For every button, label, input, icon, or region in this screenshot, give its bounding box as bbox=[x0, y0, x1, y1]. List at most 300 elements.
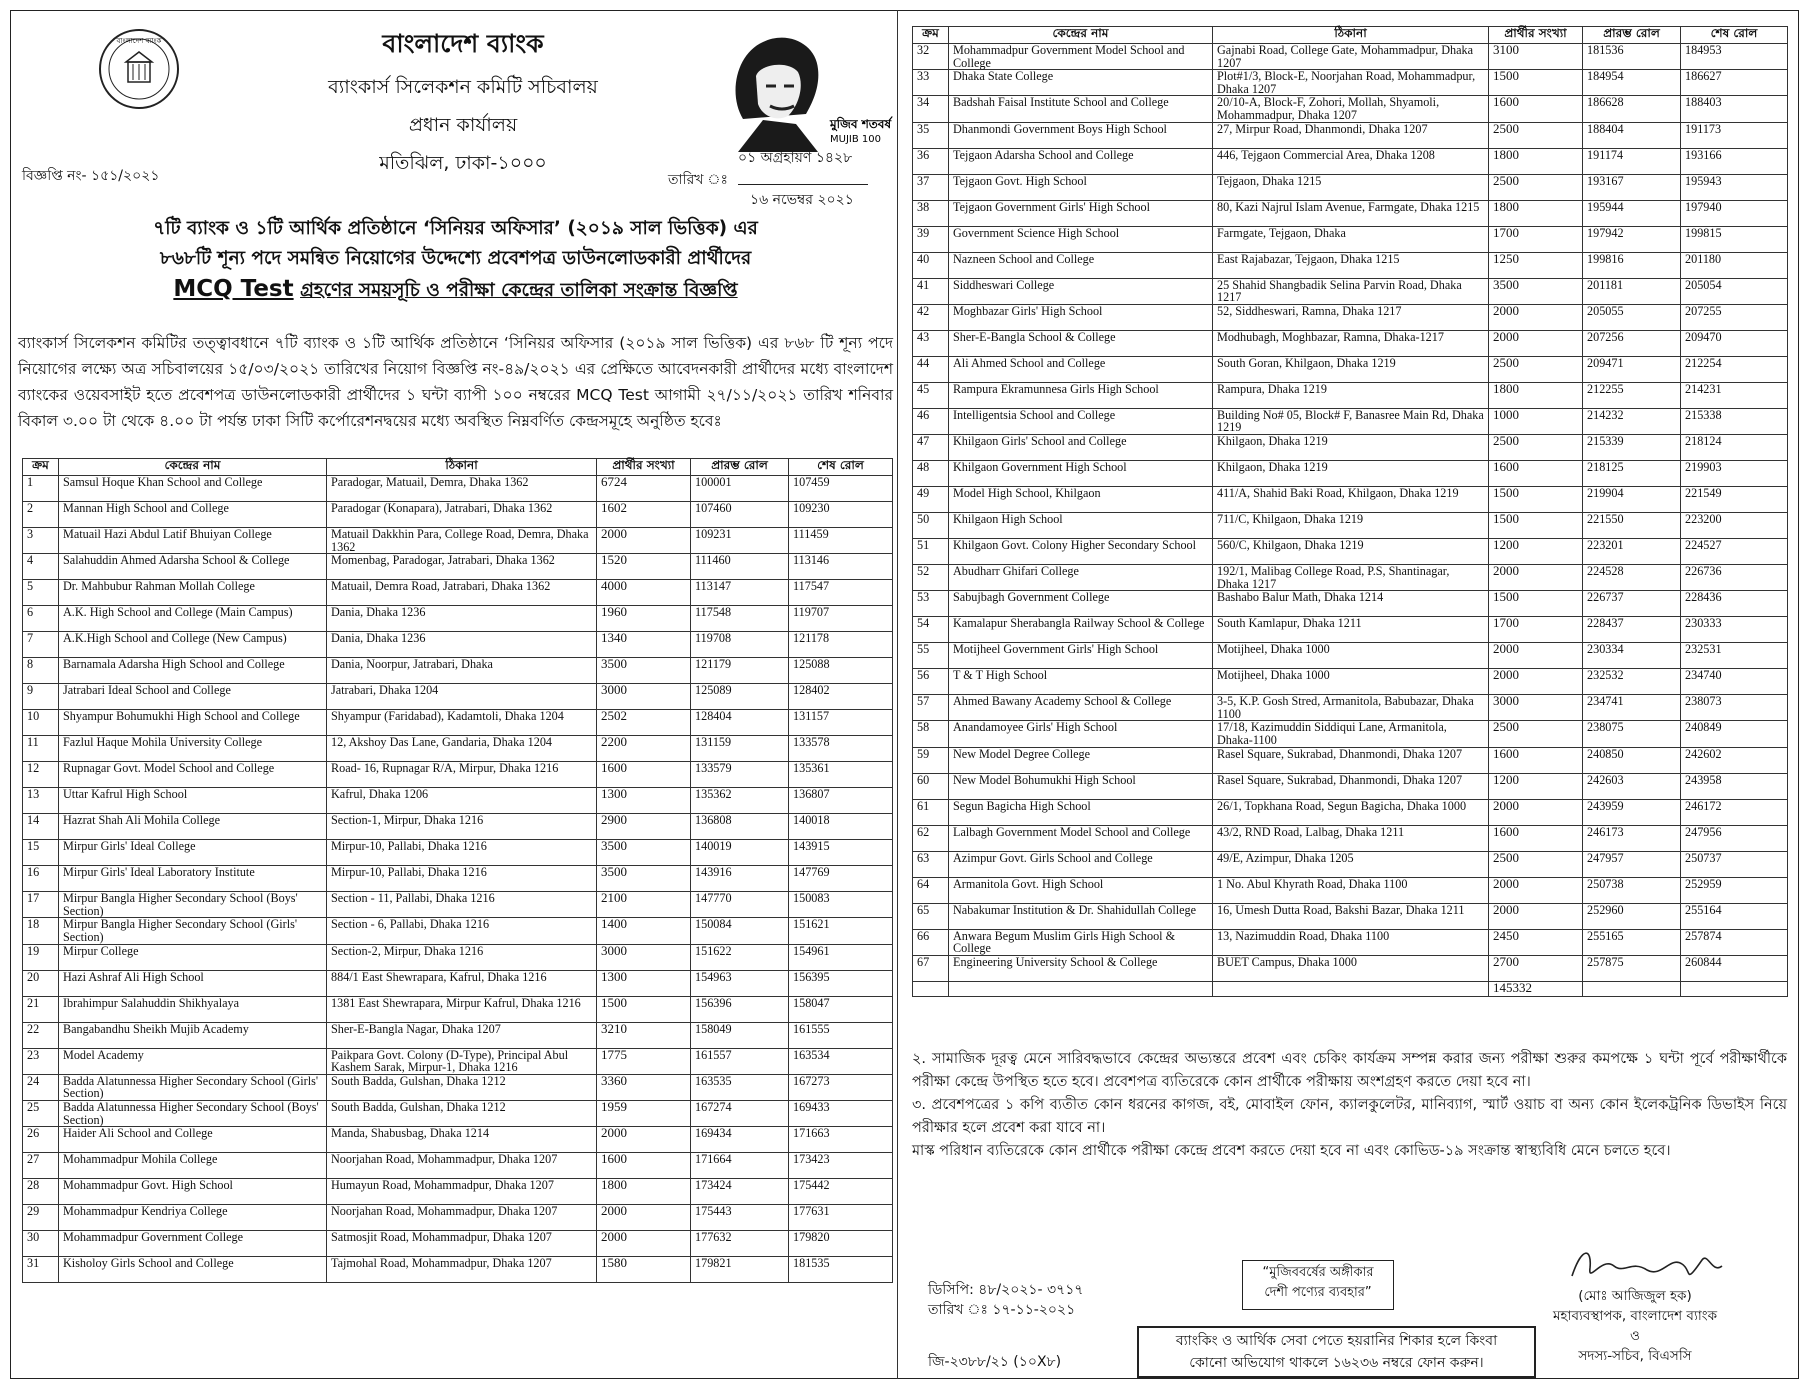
cell-end-roll: 205054 bbox=[1681, 278, 1788, 304]
cell-centre-name: A.K. High School and College (Main Campus) bbox=[59, 606, 327, 632]
cell-end-roll: 131157 bbox=[789, 710, 893, 736]
table-row bbox=[913, 669, 1788, 695]
cell-address: South Goran, Khilgaon, Dhaka 1219 bbox=[1213, 356, 1489, 382]
cell-centre-name: Mohammadpur Kendriya College bbox=[59, 1205, 327, 1231]
cell-serial: 27 bbox=[23, 1153, 59, 1179]
cell-serial: 33 bbox=[913, 70, 949, 96]
slogan-line-2: দেশী পণ্যের ব্যবহার” bbox=[1264, 1285, 1372, 1300]
cell-end-roll: 199815 bbox=[1681, 226, 1788, 252]
cell-start-roll: 197942 bbox=[1583, 226, 1681, 252]
table-row bbox=[23, 658, 893, 684]
cell-centre-name: Model Academy bbox=[59, 1048, 327, 1074]
empty-cell bbox=[1583, 981, 1681, 996]
column-header: প্রারম্ভ রোল bbox=[1583, 27, 1681, 44]
cell-candidate-count: 2000 bbox=[597, 528, 691, 554]
cell-address: 16, Umesh Dutta Road, Bakshi Bazar, Dhaka 1211 bbox=[1213, 903, 1489, 929]
cell-address: Sher-E-Bangla Nagar, Dhaka 1207 bbox=[327, 1022, 597, 1048]
cell-centre-name: Badshah Faisal Institute School and College bbox=[949, 96, 1213, 122]
cell-end-roll: 173423 bbox=[789, 1153, 893, 1179]
table-row bbox=[913, 929, 1788, 955]
secretariat-name: ব্যাংকার্স সিলেকশন কমিটি সচিবালয় bbox=[328, 76, 598, 98]
cell-centre-name: Azimpur Govt. Girls School and College bbox=[949, 851, 1213, 877]
cell-address: Section-2, Mirpur, Dhaka 1216 bbox=[327, 944, 597, 970]
cell-candidate-count: 2500 bbox=[1489, 174, 1583, 200]
table-row bbox=[913, 460, 1788, 486]
table-row bbox=[913, 200, 1788, 226]
cell-centre-name: Government Science High School bbox=[949, 226, 1213, 252]
cell-candidate-count: 3000 bbox=[1489, 695, 1583, 721]
title-mcq: MCQ Test bbox=[173, 276, 294, 302]
cell-candidate-count: 3500 bbox=[597, 840, 691, 866]
cell-end-roll: 181535 bbox=[789, 1257, 893, 1283]
title-line-3 bbox=[18, 274, 893, 306]
cell-start-roll: 171664 bbox=[691, 1153, 789, 1179]
cell-candidate-count: 1775 bbox=[597, 1048, 691, 1074]
cell-address: 49/E, Azimpur, Dhaka 1205 bbox=[1213, 851, 1489, 877]
cell-address: South Badda, Gulshan, Dhaka 1212 bbox=[327, 1074, 597, 1100]
cell-address: Road- 16, Rupnagar R/A, Mirpur, Dhaka 1216 bbox=[327, 762, 597, 788]
cell-centre-name: Model High School, Khilgaon bbox=[949, 486, 1213, 512]
cell-address: Shyampur (Faridabad), Kadamtoli, Dhaka 1204 bbox=[327, 710, 597, 736]
total-candidates: 145332 bbox=[1489, 981, 1583, 996]
cell-serial: 23 bbox=[23, 1048, 59, 1074]
table-row bbox=[913, 695, 1788, 721]
table-row bbox=[913, 591, 1788, 617]
column-header: ঠিকানা bbox=[327, 459, 597, 476]
table-row bbox=[913, 96, 1788, 122]
cell-end-roll: 156395 bbox=[789, 970, 893, 996]
cell-candidate-count: 2000 bbox=[1489, 304, 1583, 330]
cell-address: 52, Siddheswari, Ramna, Dhaka 1217 bbox=[1213, 304, 1489, 330]
cell-serial: 39 bbox=[913, 226, 949, 252]
cell-address: 1 No. Abul Khyrath Road, Dhaka 1100 bbox=[1213, 877, 1489, 903]
cell-end-roll: 150083 bbox=[789, 892, 893, 918]
cell-serial: 54 bbox=[913, 617, 949, 643]
cell-address: Satmosjit Road, Mohammadpur, Dhaka 1207 bbox=[327, 1231, 597, 1257]
table-row bbox=[913, 955, 1788, 981]
cell-address: Paradogar, Matuail, Demra, Dhaka 1362 bbox=[327, 476, 597, 502]
cell-start-roll: 156396 bbox=[691, 996, 789, 1022]
cell-centre-name: Khilgaon Girls' School and College bbox=[949, 434, 1213, 460]
cell-candidate-count: 1600 bbox=[1489, 747, 1583, 773]
cell-serial: 20 bbox=[23, 970, 59, 996]
cell-end-roll: 154961 bbox=[789, 944, 893, 970]
mujib-logo-text: মুজিব শতবর্ষ bbox=[830, 117, 892, 131]
cell-address: Dania, Dhaka 1236 bbox=[327, 632, 597, 658]
office-name: প্রধান কার্যালয় bbox=[408, 114, 518, 136]
cell-address: Bashabo Balur Math, Dhaka 1214 bbox=[1213, 591, 1489, 617]
table-header-row bbox=[913, 27, 1788, 44]
cell-start-roll: 154963 bbox=[691, 970, 789, 996]
cell-address: South Kamlapur, Dhaka 1211 bbox=[1213, 617, 1489, 643]
cell-start-roll: 205055 bbox=[1583, 304, 1681, 330]
table-row bbox=[23, 788, 893, 814]
table-row bbox=[913, 330, 1788, 356]
cell-serial: 65 bbox=[913, 903, 949, 929]
cell-end-roll: 163534 bbox=[789, 1048, 893, 1074]
cell-end-roll: 252959 bbox=[1681, 877, 1788, 903]
cell-address: Khilgaon, Dhaka 1219 bbox=[1213, 460, 1489, 486]
cell-end-roll: 171663 bbox=[789, 1127, 893, 1153]
cell-centre-name: Samsul Hoque Khan School and College bbox=[59, 476, 327, 502]
table-row bbox=[913, 252, 1788, 278]
cell-start-roll: 193167 bbox=[1583, 174, 1681, 200]
table-row bbox=[913, 799, 1788, 825]
cell-centre-name: Matuail Hazi Abdul Latif Bhuiyan College bbox=[59, 528, 327, 554]
cell-candidate-count: 1580 bbox=[597, 1257, 691, 1283]
cell-candidate-count: 3100 bbox=[1489, 44, 1583, 70]
cell-address: 20/10-A, Block-F, Zohori, Mollah, Shyamoli, Mohammadpur, Dhaka 1207 bbox=[1213, 96, 1489, 122]
column-header: ক্রম bbox=[913, 27, 949, 44]
cell-centre-name: Segun Bagicha High School bbox=[949, 799, 1213, 825]
cell-address: 13, Nazimuddin Road, Dhaka 1100 bbox=[1213, 929, 1489, 955]
empty-cell bbox=[1213, 981, 1489, 996]
intro-paragraph: ব্যাংকার্স সিলেকশন কমিটির তত্ত্বাবধানে ৭টি ব্যাংক ও ১টি আর্থিক প্রতিষ্ঠানে ‘সিনিয়র অফিসার (২০১৯ সাল ভিত্তিক) এর ৮৬৮ টি শূন্য পদে নিয়োগের লক্ষ্যে অত্র সচিবালয়ের ১৫/০৩/২০২১ তারিখের নিয়োগ বিজ্ঞপ্তি নং-৪৯/২০২১ এর প্রেক্ষিতে আবেদনকারী প্রার্থীদের মধ্যে বাংলাদেশ ব্যাংকের ওয়েবসাইট হতে প্রবেশপত্র ডাউনলোডকারী প্রার্থীদের ১ ঘন্টা ব্যাপী ১০০ নম্বরের MCQ Test আগামী ২৭/১১/২০২১ তারিখ শনিবার বিকাল ৩.০০ টা থেকে ৪.০০ টা পর্যন্ত ঢাকা সিটি কর্পোরেশনদ্বয়ের মধ্যে অবস্থিত নিম্নবর্ণিত কেন্দ্রসমূহে অনুষ্ঠিত হবেঃ bbox=[18, 334, 893, 430]
cell-serial: 53 bbox=[913, 591, 949, 617]
cell-serial: 45 bbox=[913, 382, 949, 408]
cell-centre-name: Engineering University School & College bbox=[949, 955, 1213, 981]
cell-centre-name: Rupnagar Govt. Model School and College bbox=[59, 762, 327, 788]
cell-centre-name: A.K.High School and College (New Campus) bbox=[59, 632, 327, 658]
cell-centre-name: Fazlul Haque Mohila University College bbox=[59, 736, 327, 762]
cell-end-roll: 207255 bbox=[1681, 304, 1788, 330]
cell-centre-name: Mirpur Girls' Ideal Laboratory Institute bbox=[59, 866, 327, 892]
cell-address: Matuail, Demra Road, Jatrabari, Dhaka 1362 bbox=[327, 580, 597, 606]
cell-address: Dania, Noorpur, Jatrabari, Dhaka bbox=[327, 658, 597, 684]
cell-candidate-count: 2000 bbox=[1489, 799, 1583, 825]
cell-end-roll: 197940 bbox=[1681, 200, 1788, 226]
table-row bbox=[23, 606, 893, 632]
column-header: প্রার্থীর সংখ্যা bbox=[597, 459, 691, 476]
cell-centre-name: Kisholoy Girls School and College bbox=[59, 1257, 327, 1283]
cell-serial: 36 bbox=[913, 148, 949, 174]
cell-candidate-count: 1960 bbox=[597, 606, 691, 632]
cell-start-roll: 109231 bbox=[691, 528, 789, 554]
table-row bbox=[913, 564, 1788, 590]
cell-centre-name: Kamalapur Sherabangla Railway School & College bbox=[949, 617, 1213, 643]
table-row bbox=[23, 1022, 893, 1048]
cell-candidate-count: 1800 bbox=[1489, 382, 1583, 408]
cell-serial: 60 bbox=[913, 773, 949, 799]
cell-start-roll: 215339 bbox=[1583, 434, 1681, 460]
cell-start-roll: 169434 bbox=[691, 1127, 789, 1153]
cell-candidate-count: 3500 bbox=[597, 658, 691, 684]
cell-end-roll: 193166 bbox=[1681, 148, 1788, 174]
table-row bbox=[23, 944, 893, 970]
cell-start-roll: 175443 bbox=[691, 1205, 789, 1231]
cell-serial: 37 bbox=[913, 174, 949, 200]
table-row bbox=[23, 554, 893, 580]
cell-end-roll: 215338 bbox=[1681, 408, 1788, 434]
table-row bbox=[23, 736, 893, 762]
cell-address: Jatrabari, Dhaka 1204 bbox=[327, 684, 597, 710]
cell-serial: 47 bbox=[913, 434, 949, 460]
cell-address: 80, Kazi Najrul Islam Avenue, Farmgate, Dhaka 1215 bbox=[1213, 200, 1489, 226]
cell-candidate-count: 2700 bbox=[1489, 955, 1583, 981]
cell-serial: 10 bbox=[23, 710, 59, 736]
cell-end-roll: 230333 bbox=[1681, 617, 1788, 643]
empty-cell bbox=[949, 981, 1213, 996]
table-row bbox=[913, 512, 1788, 538]
cell-candidate-count: 1520 bbox=[597, 554, 691, 580]
office-address: মতিঝিল, ঢাকা-১০০০ bbox=[379, 152, 547, 174]
cell-centre-name: Sher-E-Bangla School & College bbox=[949, 330, 1213, 356]
cell-start-roll: 177632 bbox=[691, 1231, 789, 1257]
memo-reference bbox=[928, 1280, 1083, 1320]
cell-serial: 6 bbox=[23, 606, 59, 632]
cell-candidate-count: 2500 bbox=[1489, 356, 1583, 382]
total-row bbox=[913, 981, 1788, 996]
table-row bbox=[913, 747, 1788, 773]
cell-end-roll: 221549 bbox=[1681, 486, 1788, 512]
cell-centre-name: Mohammadpur Govt. High School bbox=[59, 1179, 327, 1205]
cell-centre-name: Uttar Kafrul High School bbox=[59, 788, 327, 814]
cell-candidate-count: 2900 bbox=[597, 814, 691, 840]
cell-centre-name: Badda Alatunnessa Higher Secondary School (Girls' Section) bbox=[59, 1074, 327, 1100]
cell-start-roll: 158049 bbox=[691, 1022, 789, 1048]
cell-address: 192/1, Malibag College Road, P.S, Shantinagar, Dhaka 1217 bbox=[1213, 564, 1489, 590]
cell-candidate-count: 3500 bbox=[1489, 278, 1583, 304]
table-row bbox=[23, 970, 893, 996]
cell-serial: 22 bbox=[23, 1022, 59, 1048]
seal-text: বাংলাদেশ ব্যাংক bbox=[116, 37, 162, 45]
cell-start-roll: 207256 bbox=[1583, 330, 1681, 356]
cell-end-roll: 234740 bbox=[1681, 669, 1788, 695]
cell-start-roll: 133579 bbox=[691, 762, 789, 788]
table-row bbox=[913, 278, 1788, 304]
cell-end-roll: 125088 bbox=[789, 658, 893, 684]
cell-serial: 38 bbox=[913, 200, 949, 226]
cell-end-roll: 195943 bbox=[1681, 174, 1788, 200]
cell-candidate-count: 1300 bbox=[597, 970, 691, 996]
cell-serial: 28 bbox=[23, 1179, 59, 1205]
mujib-logo-text-en: MUJIB 100 bbox=[830, 134, 881, 145]
notice-title bbox=[18, 214, 893, 306]
cell-address: Matuail Dakkhin Para, College Road, Demra, Dhaka 1362 bbox=[327, 528, 597, 554]
cell-serial: 43 bbox=[913, 330, 949, 356]
cell-candidate-count: 1800 bbox=[1489, 200, 1583, 226]
table-row bbox=[913, 643, 1788, 669]
cell-centre-name: Moghbazar Girls' High School bbox=[949, 304, 1213, 330]
table-row bbox=[23, 1205, 893, 1231]
table-row bbox=[23, 840, 893, 866]
cell-start-roll: 247957 bbox=[1583, 851, 1681, 877]
table-row bbox=[23, 476, 893, 502]
cell-start-roll: 150084 bbox=[691, 918, 789, 944]
cell-candidate-count: 3360 bbox=[597, 1074, 691, 1100]
table-row bbox=[913, 304, 1788, 330]
cell-address: Farmgate, Tejgaon, Dhaka bbox=[1213, 226, 1489, 252]
cell-end-roll: 238073 bbox=[1681, 695, 1788, 721]
cell-centre-name: Dhaka State College bbox=[949, 70, 1213, 96]
cell-candidate-count: 2000 bbox=[1489, 669, 1583, 695]
cell-candidate-count: 1600 bbox=[1489, 825, 1583, 851]
cell-centre-name: Dhanmondi Government Boys High School bbox=[949, 122, 1213, 148]
cell-end-roll: 184953 bbox=[1681, 44, 1788, 70]
cell-centre-name: Mannan High School and College bbox=[59, 502, 327, 528]
cell-centre-name: Jatrabari Ideal School and College bbox=[59, 684, 327, 710]
cell-end-roll: 128402 bbox=[789, 684, 893, 710]
empty-cell bbox=[1681, 981, 1788, 996]
cell-centre-name: New Model Degree College bbox=[949, 747, 1213, 773]
cell-candidate-count: 1200 bbox=[1489, 773, 1583, 799]
cell-serial: 12 bbox=[23, 762, 59, 788]
cell-candidate-count: 3210 bbox=[597, 1022, 691, 1048]
cell-centre-name: Ahmed Bawany Academy School & College bbox=[949, 695, 1213, 721]
title-line-2: ৮৬৮টি শূন্য পদে সমন্বিত নিয়োগের উদ্দেশ্যে প্রবেশপত্র ডাউনলোডকারী প্রার্থীদের bbox=[159, 248, 752, 269]
cell-centre-name: Khilgaon Govt. Colony Higher Secondary School bbox=[949, 538, 1213, 564]
cell-start-roll: 212255 bbox=[1583, 382, 1681, 408]
table-row bbox=[913, 70, 1788, 96]
cell-start-roll: 147770 bbox=[691, 892, 789, 918]
cell-centre-name: Haider Ali School and College bbox=[59, 1127, 327, 1153]
signatory-and: ও bbox=[1630, 1328, 1640, 1344]
cell-address: Modhubagh, Moghbazar, Ramna, Dhaka-1217 bbox=[1213, 330, 1489, 356]
cell-start-roll: 250738 bbox=[1583, 877, 1681, 903]
cell-centre-name: Hazi Ashraf Ali High School bbox=[59, 970, 327, 996]
cell-address: Paradogar (Konapara), Jatrabari, Dhaka 1362 bbox=[327, 502, 597, 528]
centres-table-left bbox=[22, 458, 893, 1283]
table-row bbox=[23, 1257, 893, 1283]
table-row bbox=[913, 174, 1788, 200]
cell-address: Rasel Square, Sukrabad, Dhanmondi, Dhaka 1207 bbox=[1213, 747, 1489, 773]
cell-centre-name: Armanitola Govt. High School bbox=[949, 877, 1213, 903]
table-row bbox=[23, 1100, 893, 1126]
cell-address: 3-5, K.P. Gosh Stred, Armanitola, Babubazar, Dhaka 1100 bbox=[1213, 695, 1489, 721]
cell-end-roll: 191173 bbox=[1681, 122, 1788, 148]
cell-address: Section - 6, Pallabi, Dhaka 1216 bbox=[327, 918, 597, 944]
table-row bbox=[913, 538, 1788, 564]
cell-address: Building No# 05, Block# F, Banasree Main Rd, Dhaka 1219 bbox=[1213, 408, 1489, 434]
cell-serial: 62 bbox=[913, 825, 949, 851]
cell-centre-name: Mirpur Bangla Higher Secondary School (Boys' Section) bbox=[59, 892, 327, 918]
cell-serial: 34 bbox=[913, 96, 949, 122]
table-row bbox=[913, 226, 1788, 252]
cell-serial: 19 bbox=[23, 944, 59, 970]
cell-start-roll: 179821 bbox=[691, 1257, 789, 1283]
cell-start-roll: 228437 bbox=[1583, 617, 1681, 643]
instruction-2: ২. সামাজিক দূরত্ব মেনে সারিবদ্ধভাবে কেন্দ্রের অভ্যন্তরে প্রবেশ এবং চেকিং কার্যক্রম সম্পন্ন করার জন্য পরীক্ষা শুরুর কমপক্ষে ১ ঘন্টা পূর্বে পরীক্ষার্থীকে পরীক্ষা কেন্দ্রে উপস্থিত হতে হবে। প্রবেশপত্র ব্যতিরেকে কোন প্রার্থীকে পরীক্ষায় অংশগ্রহণ করতে দেয়া হবে না। bbox=[912, 1051, 1787, 1090]
notice-number: বিজ্ঞপ্তি নং- ১৫১/২০২১ bbox=[22, 168, 160, 184]
cell-serial: 8 bbox=[23, 658, 59, 684]
cell-centre-name: Ali Ahmed School and College bbox=[949, 356, 1213, 382]
cell-candidate-count: 1500 bbox=[597, 996, 691, 1022]
cell-candidate-count: 2200 bbox=[597, 736, 691, 762]
slogan-box bbox=[1242, 1260, 1394, 1310]
cell-start-roll: 223201 bbox=[1583, 538, 1681, 564]
cell-start-roll: 186628 bbox=[1583, 96, 1681, 122]
table-row bbox=[913, 721, 1788, 747]
cell-end-roll: 246172 bbox=[1681, 799, 1788, 825]
cell-centre-name: Mohammadpur Government Model School and College bbox=[949, 44, 1213, 70]
cell-start-roll: 135362 bbox=[691, 788, 789, 814]
cell-centre-name: Badda Alatunnessa Higher Secondary School (Boys' Section) bbox=[59, 1100, 327, 1126]
table-row bbox=[23, 866, 893, 892]
cell-serial: 44 bbox=[913, 356, 949, 382]
cell-candidate-count: 2000 bbox=[597, 1127, 691, 1153]
cell-serial: 15 bbox=[23, 840, 59, 866]
cell-start-roll: 163535 bbox=[691, 1074, 789, 1100]
cell-end-roll: 247956 bbox=[1681, 825, 1788, 851]
cell-candidate-count: 1600 bbox=[597, 762, 691, 788]
cell-centre-name: Barnamala Adarsha High School and College bbox=[59, 658, 327, 684]
cell-end-roll: 226736 bbox=[1681, 564, 1788, 590]
table-row bbox=[23, 1179, 893, 1205]
cell-serial: 21 bbox=[23, 996, 59, 1022]
cell-centre-name: Khilgaon High School bbox=[949, 512, 1213, 538]
cell-start-roll: 195944 bbox=[1583, 200, 1681, 226]
column-divider bbox=[897, 10, 898, 1379]
cell-start-roll: 246173 bbox=[1583, 825, 1681, 851]
cell-serial: 2 bbox=[23, 502, 59, 528]
cell-address: South Badda, Gulshan, Dhaka 1212 bbox=[327, 1100, 597, 1126]
cell-candidate-count: 2000 bbox=[597, 1231, 691, 1257]
cell-candidate-count: 1200 bbox=[1489, 538, 1583, 564]
cell-candidate-count: 1959 bbox=[597, 1100, 691, 1126]
date-divider bbox=[738, 184, 868, 185]
cell-address: Section-1, Mirpur, Dhaka 1216 bbox=[327, 814, 597, 840]
cell-address: Plot#1/3, Block-E, Noorjahan Road, Mohammadpur, Dhaka 1207 bbox=[1213, 70, 1489, 96]
cell-address: Noorjahan Road, Mohammadpur, Dhaka 1207 bbox=[327, 1153, 597, 1179]
cell-address: East Rajabazar, Tejgaon, Dhaka 1215 bbox=[1213, 252, 1489, 278]
cell-serial: 1 bbox=[23, 476, 59, 502]
cell-serial: 24 bbox=[23, 1074, 59, 1100]
cell-end-roll: 169433 bbox=[789, 1100, 893, 1126]
table-row bbox=[23, 996, 893, 1022]
cell-start-roll: 230334 bbox=[1583, 643, 1681, 669]
cell-centre-name: Siddheswari College bbox=[949, 278, 1213, 304]
cell-centre-name: Rampura Ekramunnesa Girls High School bbox=[949, 382, 1213, 408]
cell-serial: 55 bbox=[913, 643, 949, 669]
cell-end-roll: 119707 bbox=[789, 606, 893, 632]
cell-end-roll: 135361 bbox=[789, 762, 893, 788]
cell-address: 411/A, Shahid Baki Road, Khilgaon, Dhaka 1219 bbox=[1213, 486, 1489, 512]
table-row bbox=[913, 877, 1788, 903]
cell-serial: 26 bbox=[23, 1127, 59, 1153]
cell-end-roll: 117547 bbox=[789, 580, 893, 606]
table-row bbox=[913, 617, 1788, 643]
cell-start-roll: 111460 bbox=[691, 554, 789, 580]
cell-start-roll: 243959 bbox=[1583, 799, 1681, 825]
cell-start-roll: 181536 bbox=[1583, 44, 1681, 70]
cell-serial: 42 bbox=[913, 304, 949, 330]
cell-start-roll: 167274 bbox=[691, 1100, 789, 1126]
cell-address: Manda, Shabusbag, Dhaka 1214 bbox=[327, 1127, 597, 1153]
cell-end-roll: 250737 bbox=[1681, 851, 1788, 877]
table-row bbox=[23, 1074, 893, 1100]
date-english: ১৬ নভেম্বর ২০২১ bbox=[750, 192, 854, 208]
cell-address: Mirpur-10, Pallabi, Dhaka 1216 bbox=[327, 840, 597, 866]
cell-end-roll: 214231 bbox=[1681, 382, 1788, 408]
cell-candidate-count: 1500 bbox=[1489, 486, 1583, 512]
cell-candidate-count: 2000 bbox=[1489, 903, 1583, 929]
cell-serial: 48 bbox=[913, 460, 949, 486]
cell-centre-name: Mirpur Girls' Ideal College bbox=[59, 840, 327, 866]
cell-end-roll: 209470 bbox=[1681, 330, 1788, 356]
cell-candidate-count: 2100 bbox=[597, 892, 691, 918]
table-row bbox=[23, 684, 893, 710]
cell-candidate-count: 6724 bbox=[597, 476, 691, 502]
cell-address: 17/18, Kazimuddin Siddiqui Lane, Armanitola, Dhaka-1100 bbox=[1213, 721, 1489, 747]
cell-address: Motijheel, Dhaka 1000 bbox=[1213, 643, 1489, 669]
table-row bbox=[23, 1153, 893, 1179]
cell-serial: 46 bbox=[913, 408, 949, 434]
cell-end-roll: 111459 bbox=[789, 528, 893, 554]
cell-candidate-count: 1340 bbox=[597, 632, 691, 658]
cell-start-roll: 151622 bbox=[691, 944, 789, 970]
cell-serial: 16 bbox=[23, 866, 59, 892]
cell-end-roll: 113146 bbox=[789, 554, 893, 580]
